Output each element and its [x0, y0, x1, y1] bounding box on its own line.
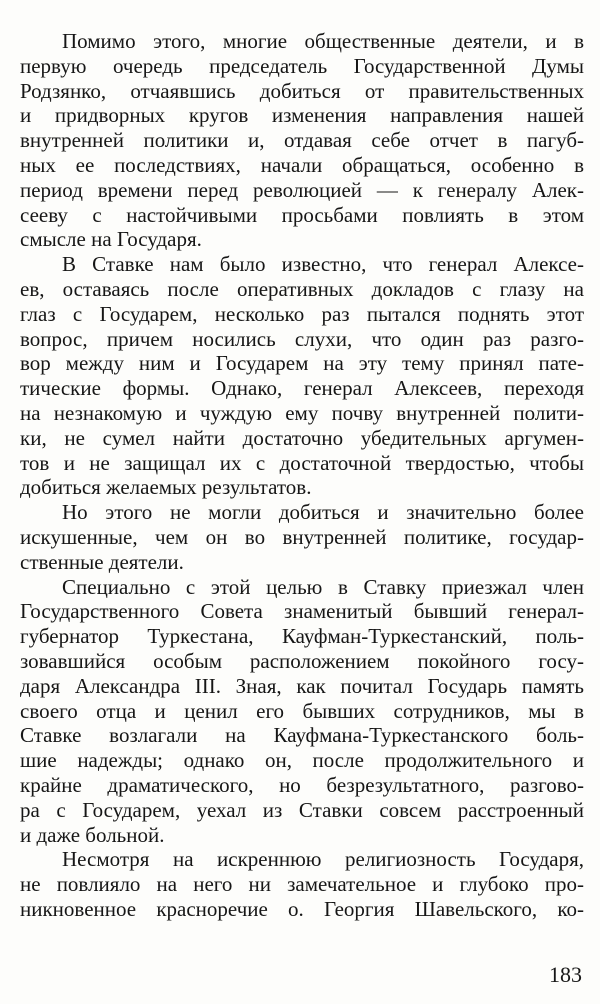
text-line: тические формы. Однако, генерал Алексеев, переходя — [20, 376, 584, 401]
text-line: даря Александра III. Зная, как почитал Государь память — [20, 673, 584, 698]
text-line: искушенные, чем он во внутренней политике, государ- — [20, 524, 584, 549]
text-line: сееву с настойчивыми просьбами повлиять в этом — [20, 202, 584, 227]
text-line: вор между ним и Государем на эту тему принял пате- — [20, 351, 584, 376]
text-line: смысле на Государя. — [20, 227, 202, 252]
text-line: не повлияло на него ни замечательное и глубоко про- — [20, 872, 584, 897]
text-line: ев, оставаясь после оперативных докладов с глазу на — [20, 276, 584, 301]
text-line: глаз с Государем, несколько раз пытался поднять этот — [20, 301, 584, 326]
text-line: и придворных кругов изменения направления нашей — [20, 103, 584, 128]
text-line: своего отца и ценил его бывших сотрудников, мы в — [20, 698, 584, 723]
text-line: В Ставке нам было известно, что генерал Алексе- — [62, 252, 584, 277]
text-line: зовавшийся особым расположением покойного госу- — [20, 648, 584, 673]
text-line: губернатор Туркестана, Кауфман-Туркестанский, поль- — [20, 624, 584, 649]
text-line: период времени перед революцией — к генералу Алек- — [20, 177, 584, 202]
text-line: вопрос, причем носились слухи, что один раз разго- — [20, 326, 584, 351]
text-line: на незнакомую и чуждую ему почву внутренней полити- — [20, 400, 584, 425]
text-line: Государственного Совета знаменитый бывший генерал- — [20, 599, 584, 624]
body-text — [20, 29, 584, 922]
text-line: Несмотря на искреннюю религиозность Государя, — [62, 847, 584, 872]
paragraph — [20, 252, 584, 500]
paragraph — [20, 500, 584, 574]
text-line: Специально с этой целью в Ставку приезжал член — [62, 574, 584, 599]
text-line: ра с Государем, уехал из Ставки совсем расстроенный — [20, 797, 584, 822]
text-line: добиться желаемых результатов. — [20, 475, 312, 500]
text-line: первую очередь председатель Государственной Думы — [20, 53, 584, 78]
text-line: ки, не сумел найти достаточно убедительных аргумен- — [20, 425, 584, 450]
paragraph — [20, 575, 584, 848]
text-line: Ставке возлагали на Кауфмана-Туркестанского боль- — [20, 723, 584, 748]
paragraph — [20, 29, 584, 252]
paragraph — [20, 847, 584, 921]
text-line: и даже больной. — [20, 822, 165, 847]
text-line: шие надежды; однако он, после продолжительного и — [20, 748, 584, 773]
text-line: никновенное красноречие о. Георгия Шавельского, ко- — [20, 896, 584, 921]
text-line: тов и не защищал их с достаточной твердостью, чтобы — [20, 450, 584, 475]
text-line: крайне драматического, но безрезультатного, разгово- — [20, 772, 584, 797]
text-line: Но этого не могли добиться и значительно более — [62, 500, 584, 525]
text-line: ных ее последствиях, начали обращаться, особенно в — [20, 152, 584, 177]
text-line: внутренней политики и, отдавая себе отчет в пагуб- — [20, 128, 584, 153]
page-number: 183 — [549, 962, 582, 987]
text-line: Помимо этого, многие общественные деятели, и в — [62, 29, 584, 53]
text-line: Родзянко, отчаявшись добиться от правительственных — [20, 78, 584, 103]
text-line: ственные деятели. — [20, 549, 184, 574]
